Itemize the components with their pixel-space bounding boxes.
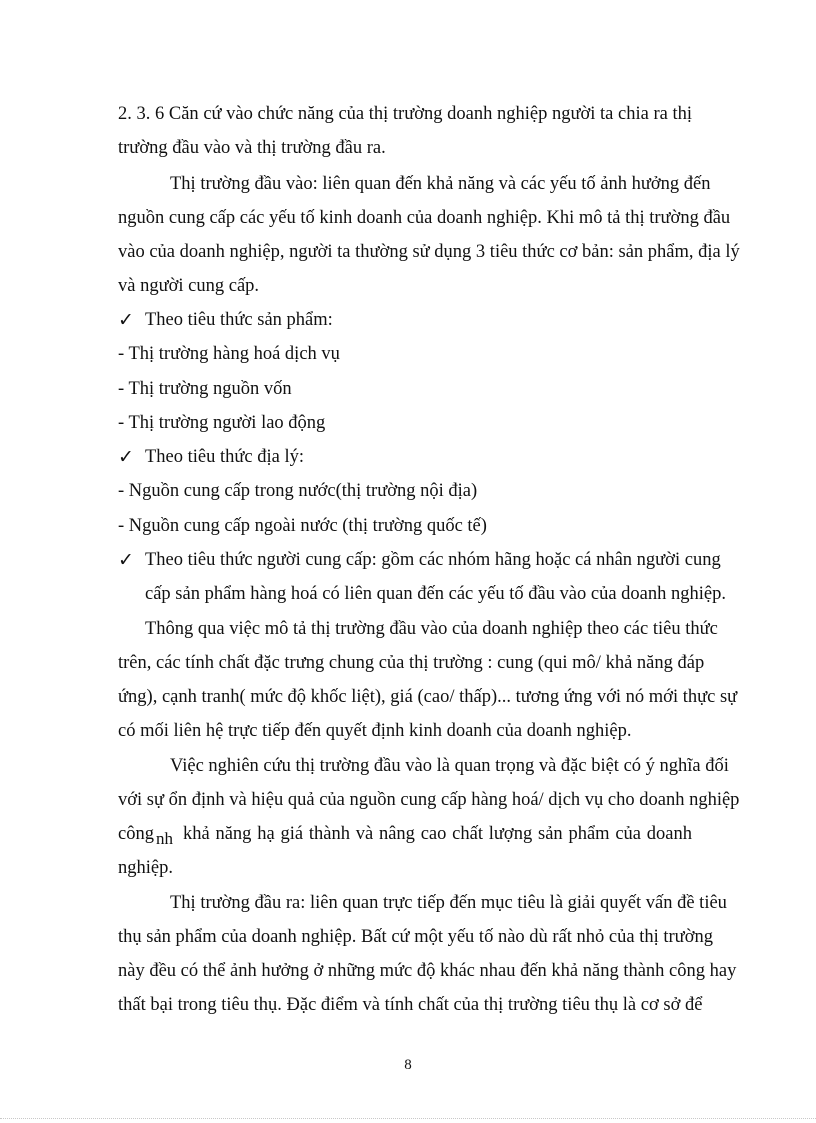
paragraph-line: vào của doanh nghiệp, người ta thường sử dụng 3 tiêu thức cơ bản: sản phẩm, địa lý	[118, 242, 740, 262]
paragraph-line: thụ sản phẩm của doanh nghiệp. Bất cứ một yếu tố nào dù rất nhỏ của thị trường	[118, 927, 713, 947]
paragraph-line: nguồn cung cấp các yếu tố kinh doanh của doanh nghiệp. Khi mô tả thị trường đầu	[118, 208, 731, 228]
paragraph-line	[118, 822, 692, 846]
paragraph-fragment: khả năng hạ giá thành và nâng cao chất lượng sản phẩm của doanh	[182, 824, 692, 844]
section-heading-line: 2. 3. 6 Căn cứ vào chức năng của thị trường doanh nghiệp người ta chia ra thị	[118, 104, 692, 124]
page-number: 8	[404, 1057, 412, 1073]
paragraph-line: Việc nghiên cứu thị trường đầu vào là quan trọng và đặc biệt có ý nghĩa đối	[170, 756, 729, 776]
paragraph-line: Thị trường đầu ra: liên quan trực tiếp đến mục tiêu là giải quyết vấn đề tiêu	[170, 893, 727, 913]
paragraph-line: với sự ổn định và hiệu quả của nguồn cung cấp hàng hoá/ dịch vụ cho doanh nghiệp	[118, 790, 740, 810]
list-item: - Thị trường hàng hoá dịch vụ	[118, 344, 340, 364]
list-heading: Theo tiêu thức sản phẩm:	[145, 310, 333, 330]
list-item: - Nguồn cung cấp trong nước(thị trường nội địa)	[118, 481, 478, 501]
list-item: - Thị trường người lao động	[118, 413, 326, 433]
list-heading: cấp sản phẩm hàng hoá có liên quan đến các yếu tố đầu vào của doanh nghiệp.	[145, 584, 726, 604]
paragraph-line: và người cung cấp.	[118, 276, 260, 296]
paragraph-line: nghiệp.	[118, 858, 173, 878]
paragraph-line: thất bại trong tiêu thụ. Đặc điểm và tính chất của thị trường tiêu thụ là cơ sở để	[118, 995, 703, 1015]
paragraph-line: Thông qua việc mô tả thị trường đầu vào của doanh nghiệp theo các tiêu thức	[145, 619, 718, 639]
paragraph-line: Thị trường đầu vào: liên quan đến khả năng và các yếu tố ảnh hưởng đến	[170, 174, 711, 194]
checkmark-icon: ✓	[118, 309, 134, 331]
list-heading: Theo tiêu thức địa lý:	[145, 447, 305, 467]
paragraph-line: có mối liên hệ trực tiếp đến quyết định kinh doanh của doanh nghiệp.	[118, 721, 632, 741]
checkmark-icon: ✓	[118, 446, 134, 468]
superscript-fragment: nh	[155, 829, 173, 848]
paragraph-line: ứng), cạnh tranh( mức độ khốc liệt), giá (cao/ thấp)... tương ứng với nó mới thực sự	[118, 687, 738, 707]
footer-divider	[0, 1118, 816, 1119]
paragraph-fragment: công	[118, 824, 154, 844]
list-heading: Theo tiêu thức người cung cấp: gồm các nhóm hãng hoặc cá nhân người cung	[145, 550, 721, 570]
paragraph-line: trên, các tính chất đặc trưng chung của thị trường : cung (qui mô/ khả năng đáp	[118, 653, 705, 673]
paragraph-line: này đều có thể ảnh hưởng ở những mức độ khác nhau đến khả năng thành công hay	[118, 961, 737, 981]
list-item: - Thị trường nguồn vốn	[118, 379, 292, 399]
section-heading-line: trường đầu vào và thị trường đầu ra.	[118, 138, 386, 158]
list-item: - Nguồn cung cấp ngoài nước (thị trường quốc tế)	[118, 516, 487, 536]
checkmark-icon: ✓	[118, 549, 134, 571]
